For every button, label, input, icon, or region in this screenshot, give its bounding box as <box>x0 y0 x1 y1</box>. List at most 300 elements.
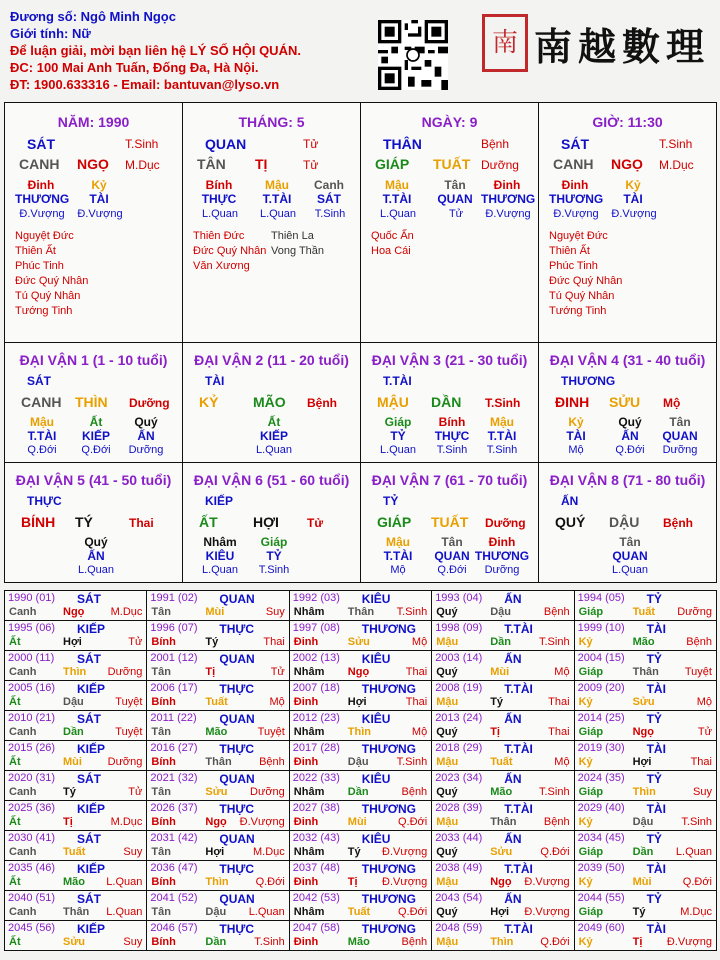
shen-sha-item: Thiên Ất <box>549 245 590 257</box>
dai-van-3 <box>360 342 539 463</box>
year-stage: M.Dục <box>110 606 143 618</box>
year-cell[interactable] <box>574 770 717 801</box>
year-cell[interactable] <box>289 890 432 921</box>
year-cell[interactable] <box>146 680 289 711</box>
year-cell[interactable] <box>431 920 574 951</box>
dai-van-stem: QUÝ <box>555 514 586 530</box>
year-god: THƯƠNG <box>361 742 416 756</box>
dai-van-6 <box>182 462 361 583</box>
year-god: TỶ <box>646 712 662 726</box>
year-stage: T.Sinh <box>396 606 428 618</box>
year-branch: Mão <box>632 636 655 648</box>
dai-van-hidden-stage: Mộ <box>390 564 406 576</box>
year-cell[interactable] <box>146 800 289 831</box>
year-cell[interactable] <box>146 650 289 681</box>
year-god: QUAN <box>219 832 255 846</box>
year-stem: Bính <box>151 936 176 948</box>
gender-value: Nữ <box>71 26 91 41</box>
year-stem: Mậu <box>436 816 459 828</box>
year-cell[interactable] <box>574 890 717 921</box>
year-stage: L.Quan <box>106 906 143 918</box>
owner-line <box>10 8 301 25</box>
header <box>10 8 301 93</box>
year-god: QUAN <box>219 892 255 906</box>
year-branch: Thân <box>205 756 232 768</box>
contact-line-2: ĐC: 100 Mai Anh Tuấn, Đống Đa, Hà Nội. <box>10 60 259 75</box>
year-cell[interactable] <box>431 800 574 831</box>
dai-van-hidden-god: QUAN <box>612 549 648 563</box>
year-stage: Q.Đới <box>255 876 285 888</box>
hidden-god: QUAN <box>437 192 473 206</box>
gender-label: Giới tính: <box>10 26 72 41</box>
pillar-branch: NGỌ <box>77 156 109 172</box>
annual-luck-table <box>4 590 716 952</box>
year-label: 2039 (50) <box>577 862 625 874</box>
year-stage: Q.Đới <box>540 936 570 948</box>
year-cell[interactable] <box>4 680 147 711</box>
year-cell[interactable] <box>146 590 289 621</box>
year-stage: Thai <box>690 756 712 768</box>
year-label: 2004 (15) <box>577 652 625 664</box>
dai-van-hidden-stage: L.Quan <box>201 564 239 576</box>
year-branch: Tị <box>490 726 500 738</box>
year-branch: Mão <box>63 876 85 888</box>
year-stem: Giáp <box>578 846 604 858</box>
year-label: 2046 (57) <box>150 922 198 934</box>
year-stage: Mộ <box>411 636 428 648</box>
year-cell[interactable] <box>4 920 147 951</box>
year-stage: Mộ <box>696 696 712 708</box>
dai-van-hidden-stem: Kỷ <box>568 415 584 429</box>
year-god: TÀI <box>646 862 666 876</box>
year-god: SÁT <box>77 592 101 606</box>
year-branch: Sửu <box>490 846 513 858</box>
year-stage: Thai <box>548 726 570 738</box>
dai-van-hidden-stem: Quý <box>134 415 158 429</box>
pillar-stem: CANH <box>19 156 60 172</box>
year-cell[interactable] <box>146 770 289 801</box>
year-god: KIẾP <box>77 682 106 696</box>
year-cell[interactable] <box>289 590 432 621</box>
year-stage: Tử <box>128 786 143 798</box>
pillar-stem-god: QUAN <box>205 136 247 152</box>
year-stage: Tử <box>697 726 712 738</box>
year-cell[interactable] <box>574 920 717 951</box>
year-stem: Ất <box>9 756 21 768</box>
year-cell[interactable] <box>4 800 147 831</box>
year-cell[interactable] <box>289 830 432 861</box>
year-branch: Tuất <box>490 756 513 768</box>
year-label: 2038 (49) <box>435 862 483 874</box>
year-branch: Sửu <box>63 936 86 948</box>
year-stage: Tử <box>270 666 285 678</box>
year-god: THƯƠNG <box>361 892 416 906</box>
year-cell[interactable] <box>289 680 432 711</box>
year-label: 2018 (29) <box>435 742 483 754</box>
year-cell[interactable] <box>431 770 574 801</box>
hidden-stage: Đ.Vượng <box>611 208 657 220</box>
year-label: 2028 (39) <box>435 802 483 814</box>
year-god: T.TÀI <box>504 622 533 636</box>
year-stage: Dưỡng <box>250 786 285 798</box>
year-cell[interactable] <box>431 710 574 741</box>
year-branch: Mùi <box>205 606 225 618</box>
year-cell[interactable] <box>431 680 574 711</box>
year-branch: Dậu <box>347 756 369 768</box>
year-cell[interactable] <box>431 740 574 771</box>
year-god: TỶ <box>646 832 662 846</box>
year-stem: Đinh <box>293 756 319 768</box>
dai-van-hidden-god: T.TÀI <box>27 429 57 443</box>
year-stage: Đ.Vượng <box>666 936 712 948</box>
year-cell[interactable] <box>431 860 574 891</box>
dai-van-hidden-stage: T.Sinh <box>436 444 468 456</box>
year-branch: Sửu <box>347 636 370 648</box>
year-label: 2008 (19) <box>435 682 483 694</box>
year-god: KIẾP <box>77 922 106 936</box>
year-stem: Canh <box>9 846 37 858</box>
year-stem: Giáp <box>578 726 604 738</box>
pillar-stage: M.Dục <box>659 158 694 172</box>
year-stage: T.Sinh <box>539 636 570 648</box>
year-stem: Giáp <box>578 906 604 918</box>
year-god: TỶ <box>646 892 662 906</box>
hidden-stage: Đ.Vượng <box>77 208 123 220</box>
dai-van-hidden-god: ẤN <box>137 429 155 443</box>
dai-van-stem: KỶ <box>199 394 219 410</box>
year-stage: Bệnh <box>543 816 570 828</box>
year-cell[interactable] <box>574 800 717 831</box>
year-branch: Sửu <box>632 696 655 708</box>
dai-van-5 <box>4 462 183 583</box>
year-label: 1995 (06) <box>8 622 56 634</box>
year-stem: Canh <box>9 606 37 618</box>
year-branch: Tuất <box>347 906 371 918</box>
year-cell[interactable] <box>146 830 289 861</box>
year-god: SÁT <box>77 712 101 726</box>
dai-van-hidden-god: THỰC <box>434 429 470 443</box>
dai-van-hidden-stage: Dưỡng <box>128 444 164 456</box>
hidden-stage: Đ.Vượng <box>485 208 531 220</box>
year-stage: Bệnh <box>401 786 428 798</box>
year-god: ẤN <box>504 772 522 786</box>
year-cell[interactable] <box>431 830 574 861</box>
year-god: QUAN <box>219 772 255 786</box>
year-cell[interactable] <box>4 890 147 921</box>
year-stem: Quý <box>436 906 458 918</box>
year-stage: Q.Đới <box>397 906 428 918</box>
year-stage: Mộ <box>269 696 285 708</box>
dai-van-stage: Bệnh <box>307 396 337 410</box>
year-stem: Ất <box>9 936 21 948</box>
dai-van-title: ĐẠI VẬN 3 (21 - 30 tuổi) <box>371 352 528 368</box>
owner-label: Đương số: <box>10 9 81 24</box>
dai-van-hidden-stage: Dưỡng <box>484 564 520 576</box>
dai-van-hidden-god: TÀI <box>566 429 586 443</box>
year-cell[interactable] <box>146 920 289 951</box>
dai-van-stage: Dưỡng <box>129 396 170 410</box>
year-label: 2034 (45) <box>577 832 625 844</box>
year-stem: Nhâm <box>293 726 325 738</box>
year-label: 2014 (25) <box>577 712 625 724</box>
year-label: 1999 (10) <box>577 622 625 634</box>
dai-van-title: ĐẠI VẬN 5 (41 - 50 tuổi) <box>15 472 172 488</box>
year-cell[interactable] <box>289 800 432 831</box>
pillar-stage: M.Dục <box>125 158 160 172</box>
shen-sha-list-2 <box>271 229 324 259</box>
year-cell[interactable] <box>146 740 289 771</box>
year-label: 2017 (28) <box>292 742 340 754</box>
year-god: THỰC <box>219 802 255 816</box>
gender-line <box>10 25 301 42</box>
year-branch: Hợi <box>490 906 510 918</box>
year-cell[interactable] <box>4 650 147 681</box>
dai-van-stem: GIÁP <box>377 514 412 530</box>
year-stem: Nhâm <box>293 846 325 858</box>
dai-van-god: TỶ <box>383 494 399 508</box>
dai-van-hidden-stem: Mậu <box>30 415 54 429</box>
year-stem: Nhâm <box>293 606 325 618</box>
year-god: TÀI <box>646 922 666 936</box>
dai-van-4 <box>538 342 717 463</box>
year-cell[interactable] <box>431 890 574 921</box>
year-cell[interactable] <box>146 620 289 651</box>
year-branch: Tý <box>205 636 219 648</box>
year-cell[interactable] <box>289 650 432 681</box>
pillar-stem-god: SÁT <box>27 136 55 152</box>
dai-van-hidden-stage: Q.Đới <box>81 444 111 456</box>
year-stage: Thai <box>405 666 428 678</box>
pillar-title: NĂM: 1990 <box>57 114 130 130</box>
red-seal-stamp: 南 <box>482 14 528 72</box>
year-stem: Mậu <box>436 936 459 948</box>
dai-van-branch: THÌN <box>75 394 108 410</box>
year-cell[interactable] <box>574 590 717 621</box>
year-label: 2036 (47) <box>150 862 198 874</box>
qr-code-icon[interactable] <box>378 20 448 90</box>
year-branch: Tuất <box>63 846 86 858</box>
dai-van-hidden-stem: Nhâm <box>203 535 237 549</box>
shen-sha-list <box>371 229 414 259</box>
dai-van-stage: Tử <box>307 516 324 530</box>
year-label: 2048 (59) <box>435 922 483 934</box>
year-label: 2016 (27) <box>150 742 198 754</box>
year-cell[interactable] <box>4 860 147 891</box>
dai-van-stage: Mộ <box>663 396 681 410</box>
dai-van-8 <box>538 462 717 583</box>
hidden-stage: Đ.Vượng <box>553 208 599 220</box>
year-stage: M.Dục <box>680 906 712 918</box>
dai-van-hidden-stage: T.Sinh <box>258 564 290 576</box>
dai-van-hidden-stage: L.Quan <box>611 564 649 576</box>
year-branch: Tị <box>205 666 216 678</box>
year-god: KIÊU <box>361 772 391 786</box>
year-stage: Đ.Vượng <box>382 846 428 858</box>
year-label: 2020 (31) <box>8 772 56 784</box>
year-stage: Đ.Vượng <box>524 876 570 888</box>
shen-sha-list <box>193 229 266 274</box>
year-stem: Tân <box>151 666 171 678</box>
pillar-3 <box>360 102 539 343</box>
year-label: 2026 (37) <box>150 802 198 814</box>
year-branch: Mão <box>490 786 513 798</box>
year-branch: Thìn <box>63 666 87 678</box>
year-label: 2027 (38) <box>292 802 340 814</box>
year-god: TỶ <box>646 652 662 666</box>
year-cell[interactable] <box>574 710 717 741</box>
year-branch: Mão <box>205 726 228 738</box>
shen-sha-list <box>15 229 88 319</box>
year-god: T.TÀI <box>504 862 533 876</box>
year-cell[interactable] <box>431 620 574 651</box>
year-cell[interactable] <box>574 830 717 861</box>
year-stage: Suy <box>123 936 143 948</box>
year-branch: Ngọ <box>632 726 654 738</box>
year-stage: Mộ <box>411 726 428 738</box>
year-label: 2049 (60) <box>577 922 625 934</box>
year-god: KIÊU <box>361 652 391 666</box>
dai-van-branch: DẦN <box>431 394 462 410</box>
hidden-stage: L.Quan <box>259 208 297 220</box>
year-cell[interactable] <box>4 710 147 741</box>
shen-sha-item: Vong Thần <box>271 245 325 257</box>
year-stem: Quý <box>436 666 458 678</box>
dai-van-hidden-stage: L.Quan <box>379 444 417 456</box>
year-branch: Dần <box>632 846 654 858</box>
dai-van-god: THỰC <box>27 494 62 508</box>
dai-van-branch: HỢI <box>253 514 279 530</box>
year-cell[interactable] <box>146 890 289 921</box>
year-branch: Dậu <box>490 606 511 618</box>
hidden-stem: Kỷ <box>91 178 107 192</box>
dai-van-stem: ĐINH <box>555 394 590 410</box>
year-cell[interactable] <box>289 770 432 801</box>
year-stage: Tuyệt <box>257 726 285 738</box>
year-stem: Canh <box>9 906 37 918</box>
year-stage: Tuyệt <box>115 726 143 738</box>
year-branch: Mùi <box>347 816 367 828</box>
year-branch: Thân <box>347 606 375 618</box>
year-cell[interactable] <box>4 740 147 771</box>
dai-van-god: T.TÀI <box>383 374 412 388</box>
year-cell[interactable] <box>574 650 717 681</box>
dai-van-hidden-stage: L.Quan <box>77 564 115 576</box>
year-cell[interactable] <box>4 620 147 651</box>
shen-sha-item: Tú Quý Nhân <box>549 290 615 302</box>
year-label: 2022 (33) <box>292 772 340 784</box>
year-cell[interactable] <box>431 590 574 621</box>
year-stem: Bính <box>151 696 176 708</box>
year-stage: Bệnh <box>543 606 570 618</box>
dai-van-hidden-god: ẤN <box>87 549 105 563</box>
year-label: 2029 (40) <box>577 802 625 814</box>
year-stage: Đ.Vượng <box>524 906 570 918</box>
year-label: 1998 (09) <box>435 622 483 634</box>
year-god: TỶ <box>646 592 662 606</box>
year-cell[interactable] <box>574 740 717 771</box>
year-cell[interactable] <box>574 680 717 711</box>
year-branch: Thìn <box>632 786 656 798</box>
year-cell[interactable] <box>4 770 147 801</box>
year-label: 2031 (42) <box>150 832 198 844</box>
dai-van-title: ĐẠI VẬN 8 (71 - 80 tuổi) <box>549 472 706 488</box>
year-stem: Đinh <box>293 936 319 948</box>
year-cell[interactable] <box>4 830 147 861</box>
dai-van-hidden-stem: Giáp <box>384 415 412 429</box>
year-label: 2002 (13) <box>292 652 340 664</box>
year-branch: Ngọ <box>347 666 370 678</box>
dai-van-stage: Thai <box>129 516 154 530</box>
year-cell[interactable] <box>574 860 717 891</box>
year-label: 2010 (21) <box>8 712 56 724</box>
shen-sha-item: Quốc Ấn <box>371 230 414 242</box>
hidden-god: SÁT <box>317 192 341 206</box>
pillar-stem: CANH <box>553 156 594 172</box>
year-god: SÁT <box>77 892 101 906</box>
year-cell[interactable] <box>146 860 289 891</box>
year-cell[interactable] <box>146 710 289 741</box>
year-label: 2021 (32) <box>150 772 198 784</box>
pillar-title: THÁNG: 5 <box>238 114 305 130</box>
year-god: ẤN <box>504 712 522 726</box>
year-cell[interactable] <box>431 650 574 681</box>
year-label: 2013 (24) <box>435 712 483 724</box>
year-cell[interactable] <box>289 710 432 741</box>
year-label: 2032 (43) <box>292 832 340 844</box>
dai-van-hidden-stem: Quý <box>84 535 108 549</box>
dai-van-stem: MẬU <box>377 394 409 410</box>
dai-van-branch: TUẤT <box>431 514 469 530</box>
year-stem: Mậu <box>436 636 459 648</box>
year-cell[interactable] <box>4 590 147 621</box>
year-stage: Đ.Vượng <box>239 816 285 828</box>
year-god: THƯƠNG <box>361 682 416 696</box>
year-stage: Q.Đới <box>397 816 428 828</box>
year-stage: Bệnh <box>686 636 712 648</box>
year-god: THỰC <box>219 742 255 756</box>
year-branch: Tị <box>347 876 358 888</box>
dai-van-hidden-stage: Dưỡng <box>662 444 698 456</box>
dai-van-title: ĐẠI VẬN 4 (31 - 40 tuổi) <box>549 352 706 368</box>
year-branch: Tị <box>63 816 73 828</box>
dai-van-hidden-god: KIÊU <box>205 549 235 563</box>
year-cell[interactable] <box>574 620 717 651</box>
year-stem: Quý <box>436 786 458 798</box>
shen-sha-item: Phúc Tinh <box>549 260 598 272</box>
contact-line-1: Để luận giải, mời bạn liên hệ LÝ SỐ HỘI QUÁN. <box>10 43 301 58</box>
dai-van-hidden-stem: Tân <box>619 535 641 549</box>
year-branch: Dần <box>347 786 369 798</box>
year-cell[interactable] <box>289 920 432 951</box>
year-god: QUAN <box>219 592 255 606</box>
year-god: KIẾP <box>77 802 106 816</box>
year-cell[interactable] <box>289 620 432 651</box>
dai-van-title: ĐẠI VẬN 7 (61 - 70 tuổi) <box>371 472 528 488</box>
dai-van-hidden-stage: Q.Đới <box>615 444 645 456</box>
year-label: 2005 (16) <box>8 682 56 694</box>
year-cell[interactable] <box>289 740 432 771</box>
dai-van-god: THƯƠNG <box>561 374 616 388</box>
pillar-branch: NGỌ <box>611 156 643 172</box>
year-cell[interactable] <box>289 860 432 891</box>
year-stem: Mậu <box>436 876 459 888</box>
year-god: ẤN <box>504 652 522 666</box>
year-stage: Mộ <box>554 666 570 678</box>
year-stage: Suy <box>123 846 143 858</box>
hidden-stem: Đinh <box>27 178 55 192</box>
dai-van-hidden-stage: Q.Đới <box>437 564 467 576</box>
year-label: 2023 (34) <box>435 772 483 784</box>
